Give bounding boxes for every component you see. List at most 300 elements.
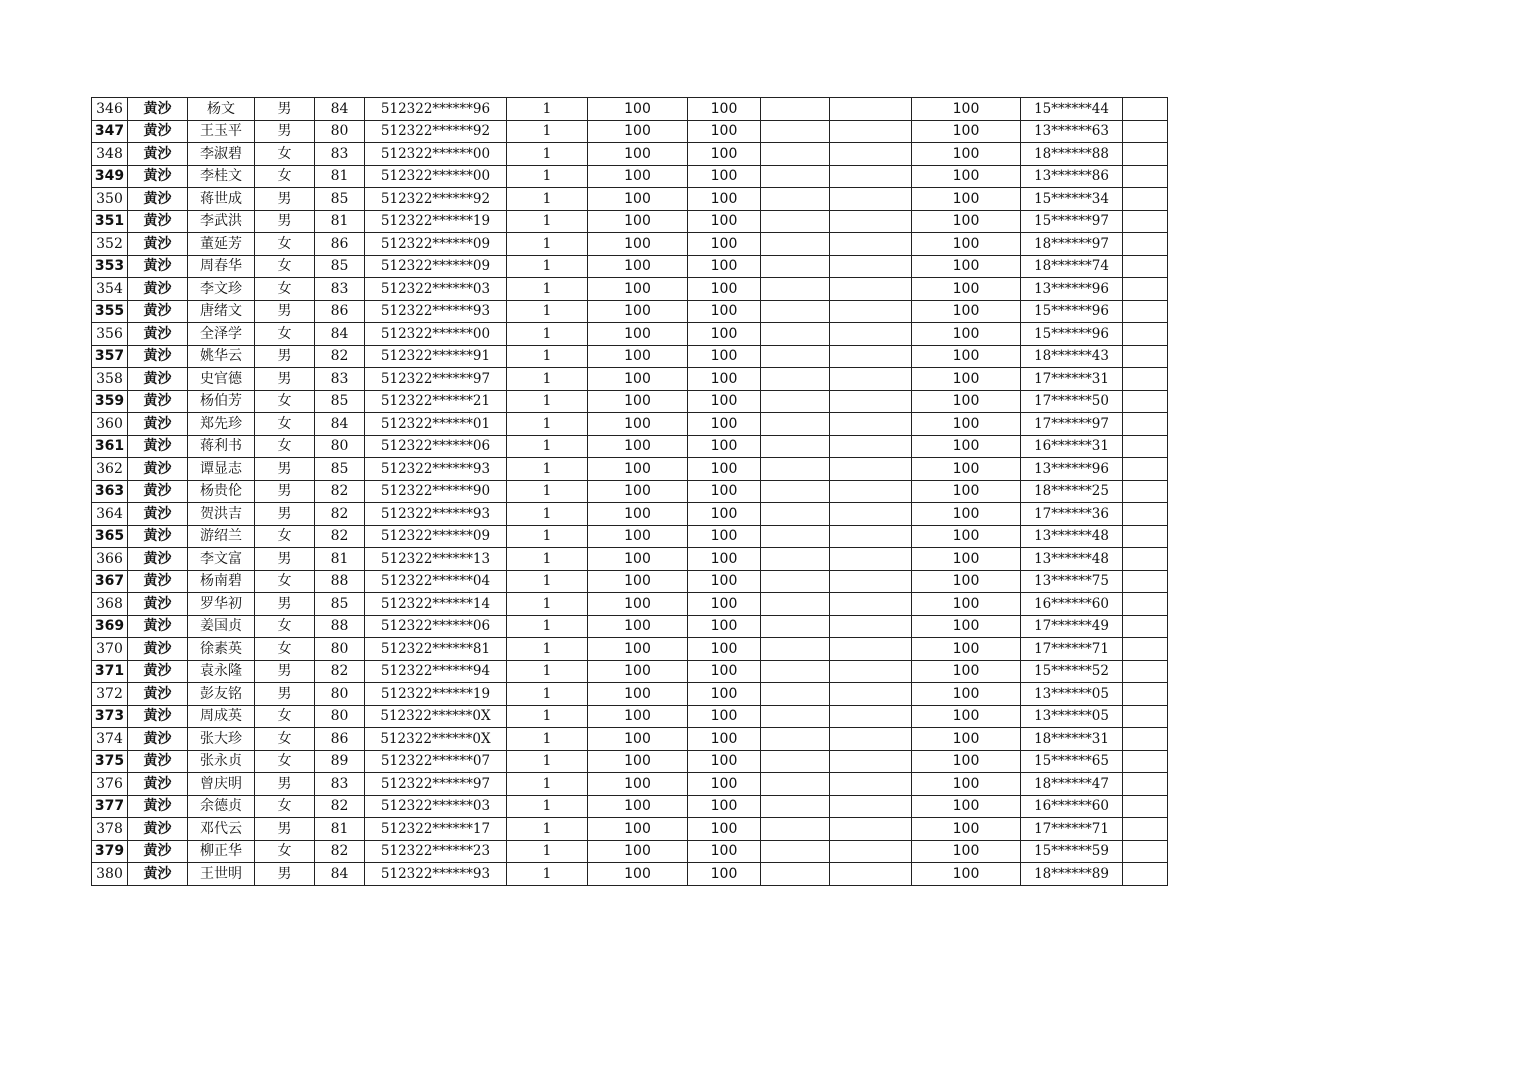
table-row — [92, 233, 1168, 256]
empty-cell — [1123, 750, 1168, 773]
name-cell: 杨伯芳 — [188, 390, 255, 413]
table-row — [92, 773, 1168, 796]
total-cell: 100 — [912, 390, 1021, 413]
empty-cell — [761, 548, 830, 571]
empty-cell — [830, 480, 912, 503]
total-cell: 100 — [912, 840, 1021, 863]
amount-cell: 100 — [588, 368, 688, 391]
id-number-cell: 512322******06 — [365, 435, 507, 458]
row-number: 372 — [92, 683, 128, 706]
empty-cell — [830, 435, 912, 458]
table-row — [92, 480, 1168, 503]
amount-cell: 100 — [588, 413, 688, 436]
name-cell: 王玉平 — [188, 120, 255, 143]
village-cell: 黄沙 — [128, 368, 188, 391]
amount-cell: 100 — [588, 480, 688, 503]
table-row — [92, 165, 1168, 188]
name-cell: 李文珍 — [188, 278, 255, 301]
phone-cell: 17******50 — [1021, 390, 1123, 413]
empty-cell — [761, 750, 830, 773]
phone-cell: 18******25 — [1021, 480, 1123, 503]
empty-cell — [830, 143, 912, 166]
amount-cell-2: 100 — [688, 705, 761, 728]
row-number: 353 — [92, 255, 128, 278]
age-cell: 82 — [315, 795, 365, 818]
total-cell: 100 — [912, 233, 1021, 256]
total-cell: 100 — [912, 98, 1021, 121]
total-cell: 100 — [912, 638, 1021, 661]
table-row — [92, 188, 1168, 211]
empty-cell — [761, 300, 830, 323]
empty-cell — [830, 683, 912, 706]
phone-cell: 18******74 — [1021, 255, 1123, 278]
table-row — [92, 503, 1168, 526]
amount-cell: 100 — [588, 278, 688, 301]
empty-cell — [830, 98, 912, 121]
empty-cell — [1123, 548, 1168, 571]
phone-cell: 13******05 — [1021, 683, 1123, 706]
empty-cell — [830, 390, 912, 413]
sex-cell: 女 — [255, 255, 315, 278]
row-number: 352 — [92, 233, 128, 256]
empty-cell — [1123, 368, 1168, 391]
row-number: 377 — [92, 795, 128, 818]
amount-cell-2: 100 — [688, 98, 761, 121]
id-number-cell: 512322******09 — [365, 255, 507, 278]
total-cell: 100 — [912, 525, 1021, 548]
village-cell: 黄沙 — [128, 638, 188, 661]
amount-cell: 100 — [588, 570, 688, 593]
row-number: 379 — [92, 840, 128, 863]
count-cell: 1 — [507, 570, 588, 593]
count-cell: 1 — [507, 593, 588, 616]
name-cell: 史官德 — [188, 368, 255, 391]
total-cell: 100 — [912, 165, 1021, 188]
table-row — [92, 323, 1168, 346]
amount-cell-2: 100 — [688, 525, 761, 548]
sex-cell: 男 — [255, 368, 315, 391]
empty-cell — [761, 773, 830, 796]
name-cell: 杨文 — [188, 98, 255, 121]
table-body — [92, 98, 1168, 886]
empty-cell — [830, 728, 912, 751]
amount-cell: 100 — [588, 818, 688, 841]
phone-cell: 15******97 — [1021, 210, 1123, 233]
count-cell: 1 — [507, 638, 588, 661]
table-row — [92, 120, 1168, 143]
count-cell: 1 — [507, 840, 588, 863]
phone-cell: 13******05 — [1021, 705, 1123, 728]
total-cell: 100 — [912, 593, 1021, 616]
name-cell: 李淑碧 — [188, 143, 255, 166]
amount-cell: 100 — [588, 210, 688, 233]
empty-cell — [1123, 233, 1168, 256]
id-number-cell: 512322******01 — [365, 413, 507, 436]
row-number: 356 — [92, 323, 128, 346]
id-number-cell: 512322******06 — [365, 615, 507, 638]
row-number: 361 — [92, 435, 128, 458]
row-number: 350 — [92, 188, 128, 211]
empty-cell — [1123, 120, 1168, 143]
age-cell: 88 — [315, 615, 365, 638]
amount-cell-2: 100 — [688, 503, 761, 526]
empty-cell — [830, 593, 912, 616]
total-cell: 100 — [912, 660, 1021, 683]
row-number: 366 — [92, 548, 128, 571]
amount-cell-2: 100 — [688, 863, 761, 886]
id-number-cell: 512322******93 — [365, 458, 507, 481]
age-cell: 85 — [315, 390, 365, 413]
count-cell: 1 — [507, 390, 588, 413]
amount-cell: 100 — [588, 98, 688, 121]
empty-cell — [1123, 503, 1168, 526]
row-number: 347 — [92, 120, 128, 143]
row-number: 348 — [92, 143, 128, 166]
total-cell: 100 — [912, 795, 1021, 818]
sex-cell: 男 — [255, 503, 315, 526]
amount-cell-2: 100 — [688, 390, 761, 413]
table-row — [92, 863, 1168, 886]
empty-cell — [830, 638, 912, 661]
count-cell: 1 — [507, 728, 588, 751]
empty-cell — [1123, 863, 1168, 886]
amount-cell: 100 — [588, 120, 688, 143]
name-cell: 邓代云 — [188, 818, 255, 841]
empty-cell — [1123, 795, 1168, 818]
empty-cell — [761, 705, 830, 728]
amount-cell-2: 100 — [688, 615, 761, 638]
amount-cell-2: 100 — [688, 458, 761, 481]
sex-cell: 女 — [255, 323, 315, 346]
empty-cell — [761, 728, 830, 751]
row-number: 349 — [92, 165, 128, 188]
table-row — [92, 795, 1168, 818]
name-cell: 张大珍 — [188, 728, 255, 751]
age-cell: 82 — [315, 480, 365, 503]
sex-cell: 女 — [255, 795, 315, 818]
count-cell: 1 — [507, 458, 588, 481]
total-cell: 100 — [912, 345, 1021, 368]
empty-cell — [761, 458, 830, 481]
row-number: 371 — [92, 660, 128, 683]
sex-cell: 女 — [255, 570, 315, 593]
count-cell: 1 — [507, 615, 588, 638]
age-cell: 84 — [315, 863, 365, 886]
age-cell: 82 — [315, 503, 365, 526]
phone-cell: 17******97 — [1021, 413, 1123, 436]
name-cell: 董延芳 — [188, 233, 255, 256]
name-cell: 柳正华 — [188, 840, 255, 863]
empty-cell — [761, 435, 830, 458]
age-cell: 80 — [315, 435, 365, 458]
amount-cell: 100 — [588, 660, 688, 683]
id-number-cell: 512322******90 — [365, 480, 507, 503]
count-cell: 1 — [507, 300, 588, 323]
name-cell: 杨南碧 — [188, 570, 255, 593]
id-number-cell: 512322******23 — [365, 840, 507, 863]
name-cell: 谭显志 — [188, 458, 255, 481]
id-number-cell: 512322******14 — [365, 593, 507, 616]
count-cell: 1 — [507, 323, 588, 346]
id-number-cell: 512322******13 — [365, 548, 507, 571]
row-number: 374 — [92, 728, 128, 751]
name-cell: 游绍兰 — [188, 525, 255, 548]
total-cell: 100 — [912, 278, 1021, 301]
row-number: 357 — [92, 345, 128, 368]
empty-cell — [761, 255, 830, 278]
village-cell: 黄沙 — [128, 120, 188, 143]
amount-cell-2: 100 — [688, 660, 761, 683]
empty-cell — [830, 863, 912, 886]
phone-cell: 13******48 — [1021, 548, 1123, 571]
phone-cell: 13******96 — [1021, 278, 1123, 301]
amount-cell: 100 — [588, 345, 688, 368]
sex-cell: 女 — [255, 728, 315, 751]
sex-cell: 女 — [255, 233, 315, 256]
phone-cell: 13******86 — [1021, 165, 1123, 188]
sex-cell: 女 — [255, 705, 315, 728]
table-row — [92, 525, 1168, 548]
amount-cell: 100 — [588, 728, 688, 751]
name-cell: 袁永隆 — [188, 660, 255, 683]
empty-cell — [1123, 593, 1168, 616]
amount-cell-2: 100 — [688, 345, 761, 368]
id-number-cell: 512322******93 — [365, 863, 507, 886]
village-cell: 黄沙 — [128, 548, 188, 571]
village-cell: 黄沙 — [128, 863, 188, 886]
age-cell: 88 — [315, 570, 365, 593]
total-cell: 100 — [912, 188, 1021, 211]
phone-cell: 15******65 — [1021, 750, 1123, 773]
id-number-cell: 512322******91 — [365, 345, 507, 368]
empty-cell — [830, 345, 912, 368]
sex-cell: 男 — [255, 818, 315, 841]
amount-cell: 100 — [588, 390, 688, 413]
empty-cell — [761, 345, 830, 368]
village-cell: 黄沙 — [128, 818, 188, 841]
row-number: 375 — [92, 750, 128, 773]
amount-cell-2: 100 — [688, 570, 761, 593]
row-number: 380 — [92, 863, 128, 886]
empty-cell — [1123, 773, 1168, 796]
amount-cell: 100 — [588, 165, 688, 188]
amount-cell: 100 — [588, 863, 688, 886]
count-cell: 1 — [507, 233, 588, 256]
village-cell: 黄沙 — [128, 795, 188, 818]
empty-cell — [1123, 840, 1168, 863]
village-cell: 黄沙 — [128, 615, 188, 638]
empty-cell — [830, 300, 912, 323]
amount-cell: 100 — [588, 683, 688, 706]
row-number: 351 — [92, 210, 128, 233]
row-number: 378 — [92, 818, 128, 841]
row-number: 362 — [92, 458, 128, 481]
name-cell: 唐绪文 — [188, 300, 255, 323]
row-number: 367 — [92, 570, 128, 593]
total-cell: 100 — [912, 368, 1021, 391]
phone-cell: 17******31 — [1021, 368, 1123, 391]
count-cell: 1 — [507, 255, 588, 278]
total-cell: 100 — [912, 413, 1021, 436]
empty-cell — [1123, 255, 1168, 278]
amount-cell-2: 100 — [688, 255, 761, 278]
count-cell: 1 — [507, 548, 588, 571]
sex-cell: 男 — [255, 188, 315, 211]
age-cell: 83 — [315, 143, 365, 166]
village-cell: 黄沙 — [128, 750, 188, 773]
name-cell: 徐素英 — [188, 638, 255, 661]
empty-cell — [1123, 210, 1168, 233]
roster-table — [91, 97, 1168, 886]
id-number-cell: 512322******19 — [365, 683, 507, 706]
amount-cell-2: 100 — [688, 120, 761, 143]
age-cell: 81 — [315, 165, 365, 188]
table-row — [92, 593, 1168, 616]
table-row — [92, 98, 1168, 121]
sex-cell: 男 — [255, 683, 315, 706]
empty-cell — [1123, 570, 1168, 593]
age-cell: 83 — [315, 278, 365, 301]
age-cell: 85 — [315, 188, 365, 211]
amount-cell: 100 — [588, 840, 688, 863]
phone-cell: 18******31 — [1021, 728, 1123, 751]
total-cell: 100 — [912, 683, 1021, 706]
village-cell: 黄沙 — [128, 165, 188, 188]
table-row — [92, 683, 1168, 706]
amount-cell-2: 100 — [688, 188, 761, 211]
count-cell: 1 — [507, 705, 588, 728]
sex-cell: 女 — [255, 525, 315, 548]
age-cell: 80 — [315, 638, 365, 661]
id-number-cell: 512322******19 — [365, 210, 507, 233]
village-cell: 黄沙 — [128, 188, 188, 211]
empty-cell — [761, 390, 830, 413]
table-row — [92, 840, 1168, 863]
name-cell: 李桂文 — [188, 165, 255, 188]
sex-cell: 男 — [255, 300, 315, 323]
age-cell: 86 — [315, 300, 365, 323]
count-cell: 1 — [507, 188, 588, 211]
village-cell: 黄沙 — [128, 840, 188, 863]
table-row — [92, 435, 1168, 458]
count-cell: 1 — [507, 773, 588, 796]
table-row — [92, 638, 1168, 661]
phone-cell: 17******71 — [1021, 638, 1123, 661]
total-cell: 100 — [912, 728, 1021, 751]
total-cell: 100 — [912, 863, 1021, 886]
empty-cell — [761, 210, 830, 233]
amount-cell: 100 — [588, 233, 688, 256]
empty-cell — [830, 323, 912, 346]
amount-cell: 100 — [588, 593, 688, 616]
id-number-cell: 512322******21 — [365, 390, 507, 413]
amount-cell: 100 — [588, 773, 688, 796]
phone-cell: 15******52 — [1021, 660, 1123, 683]
empty-cell — [1123, 683, 1168, 706]
empty-cell — [830, 458, 912, 481]
row-number: 360 — [92, 413, 128, 436]
village-cell: 黄沙 — [128, 773, 188, 796]
amount-cell: 100 — [588, 615, 688, 638]
count-cell: 1 — [507, 818, 588, 841]
count-cell: 1 — [507, 413, 588, 436]
amount-cell: 100 — [588, 323, 688, 346]
empty-cell — [830, 368, 912, 391]
table-row — [92, 818, 1168, 841]
count-cell: 1 — [507, 863, 588, 886]
village-cell: 黄沙 — [128, 683, 188, 706]
phone-cell: 16******31 — [1021, 435, 1123, 458]
empty-cell — [1123, 638, 1168, 661]
age-cell: 84 — [315, 98, 365, 121]
empty-cell — [761, 368, 830, 391]
name-cell: 周成英 — [188, 705, 255, 728]
sex-cell: 男 — [255, 548, 315, 571]
village-cell: 黄沙 — [128, 480, 188, 503]
table-row — [92, 143, 1168, 166]
table-row — [92, 660, 1168, 683]
sex-cell: 女 — [255, 840, 315, 863]
sex-cell: 男 — [255, 98, 315, 121]
sex-cell: 女 — [255, 390, 315, 413]
phone-cell: 13******48 — [1021, 525, 1123, 548]
amount-cell: 100 — [588, 750, 688, 773]
age-cell: 82 — [315, 840, 365, 863]
row-number: 369 — [92, 615, 128, 638]
empty-cell — [1123, 413, 1168, 436]
id-number-cell: 512322******81 — [365, 638, 507, 661]
table-row — [92, 570, 1168, 593]
amount-cell: 100 — [588, 435, 688, 458]
id-number-cell: 512322******0X — [365, 728, 507, 751]
empty-cell — [1123, 705, 1168, 728]
id-number-cell: 512322******00 — [365, 143, 507, 166]
id-number-cell: 512322******94 — [365, 660, 507, 683]
empty-cell — [761, 683, 830, 706]
row-number: 358 — [92, 368, 128, 391]
row-number: 346 — [92, 98, 128, 121]
village-cell: 黄沙 — [128, 278, 188, 301]
name-cell: 彭友铭 — [188, 683, 255, 706]
age-cell: 89 — [315, 750, 365, 773]
empty-cell — [761, 165, 830, 188]
village-cell: 黄沙 — [128, 705, 188, 728]
age-cell: 83 — [315, 368, 365, 391]
amount-cell-2: 100 — [688, 278, 761, 301]
village-cell: 黄沙 — [128, 435, 188, 458]
empty-cell — [761, 525, 830, 548]
empty-cell — [761, 818, 830, 841]
count-cell: 1 — [507, 660, 588, 683]
name-cell: 姚华云 — [188, 345, 255, 368]
phone-cell: 15******59 — [1021, 840, 1123, 863]
age-cell: 84 — [315, 323, 365, 346]
empty-cell — [761, 233, 830, 256]
id-number-cell: 512322******03 — [365, 278, 507, 301]
phone-cell: 18******47 — [1021, 773, 1123, 796]
total-cell: 100 — [912, 255, 1021, 278]
empty-cell — [761, 413, 830, 436]
name-cell: 蒋利书 — [188, 435, 255, 458]
table-row — [92, 255, 1168, 278]
amount-cell-2: 100 — [688, 435, 761, 458]
village-cell: 黄沙 — [128, 143, 188, 166]
empty-cell — [1123, 525, 1168, 548]
table-row — [92, 390, 1168, 413]
empty-cell — [830, 255, 912, 278]
amount-cell: 100 — [588, 705, 688, 728]
count-cell: 1 — [507, 435, 588, 458]
